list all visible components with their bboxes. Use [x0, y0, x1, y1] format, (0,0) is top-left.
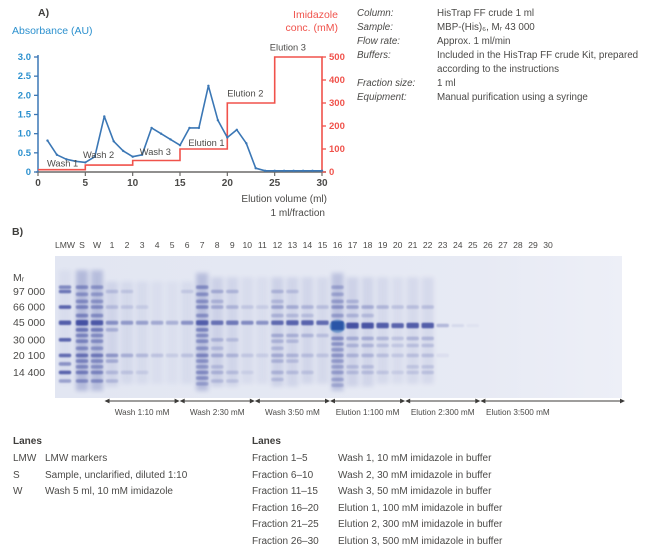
- absorbance-point: [56, 154, 58, 156]
- legend-header: Lanes: [252, 436, 281, 447]
- fraction-bracket: [405, 399, 480, 417]
- gel-lane: [59, 270, 71, 384]
- legend-desc: Wash 1, 10 mM imidazole in buffer: [338, 453, 492, 464]
- chart-annotation: Wash 2: [83, 149, 115, 160]
- left-tick-label: 3.0: [17, 52, 31, 63]
- lane-label: 1: [109, 240, 115, 250]
- mr-tick-label: 66 000: [13, 301, 46, 314]
- panel-a-label: A): [38, 7, 50, 19]
- gel-lane: [211, 277, 223, 386]
- x-tick-label: 20: [221, 178, 233, 189]
- info-label: Column:: [357, 8, 394, 19]
- absorbance-point: [283, 170, 285, 172]
- lane-label: 23: [437, 240, 448, 250]
- gel-lane: [166, 282, 178, 384]
- gel-lane: [106, 282, 118, 387]
- right-tick-label: 400: [329, 75, 345, 86]
- gel-lane: [316, 277, 328, 384]
- bracket-label: Wash 3:50 mM: [265, 408, 320, 417]
- absorbance-point: [150, 127, 152, 129]
- mr-tick-label: 30 000: [13, 334, 46, 347]
- gel-lane: [330, 273, 346, 391]
- info-value: MBP-(His)₆, Mᵣ 43 000: [437, 22, 535, 33]
- fraction-bracket: [330, 399, 405, 417]
- left-tick-label: 1.0: [17, 128, 31, 140]
- right-tick-label: 500: [329, 52, 345, 63]
- left-tick-label: 1.5: [17, 109, 31, 121]
- lane-label: 4: [154, 240, 160, 250]
- gel-lane: [301, 277, 313, 384]
- gel-lane: [407, 277, 419, 384]
- legend-key: S: [13, 469, 20, 481]
- lane-label: 10: [242, 240, 253, 250]
- legend-key: W: [13, 486, 23, 497]
- lane-label: 21: [407, 240, 418, 250]
- legend-desc: Elution 3, 500 mM imidazole in buffer: [338, 535, 503, 547]
- absorbance-point: [207, 85, 209, 87]
- legend-key: Fraction 11–15: [252, 486, 318, 497]
- chart-annotation: Elution 2: [227, 88, 264, 99]
- absorbance-point: [292, 170, 294, 172]
- absorbance-point: [311, 170, 313, 172]
- right-tick-label: 300: [329, 98, 345, 109]
- legend-key: LMW: [13, 453, 37, 464]
- gel-lane: [196, 273, 208, 391]
- gel-lane: [136, 282, 148, 384]
- lane-label: 7: [199, 240, 205, 250]
- info-label: Fraction size:: [357, 78, 416, 89]
- info-value: Included in the HisTrap FF crude Kit, prepared according to the instructions: [437, 50, 639, 75]
- lane-label: 27: [498, 240, 508, 250]
- gel-lane: [467, 324, 479, 327]
- gel-lane: [271, 277, 283, 386]
- gel-lane: [452, 324, 464, 327]
- lane-label: W: [92, 240, 102, 250]
- absorbance-point: [84, 161, 86, 163]
- absorbance-point: [188, 127, 190, 129]
- chart-annotation: Wash 3: [139, 147, 171, 158]
- lane-label: 14: [302, 240, 313, 250]
- lane-label: 15: [317, 240, 328, 250]
- bracket-label: Wash 2:30 mM: [189, 408, 245, 417]
- left-tick-label: 2.0: [17, 90, 31, 102]
- x-tick-label: 15: [174, 178, 186, 189]
- legend-key: Fraction 1–5: [252, 453, 308, 464]
- run-info-table: [357, 7, 643, 105]
- x-tick-label: 5: [82, 178, 89, 189]
- chart-annotation: Elution 3: [269, 42, 306, 53]
- absorbance-point: [255, 167, 257, 169]
- x-tick-label: 0: [35, 178, 41, 189]
- right-tick-label: 100: [329, 144, 345, 155]
- fraction-bracket: [480, 399, 625, 417]
- legend-desc: Elution 1, 100 mM imidazole in buffer: [338, 502, 503, 514]
- legend-desc: LMW markers: [45, 453, 108, 464]
- absorbance-point: [103, 115, 105, 117]
- absorbance-point: [46, 139, 48, 141]
- info-value: Approx. 1 ml/min: [437, 36, 511, 47]
- absorbance-point: [198, 127, 200, 129]
- legend-desc: Wash 3, 50 mM imidazole in buffer: [338, 486, 492, 497]
- bracket-label: Wash 1:10 mM: [114, 408, 170, 417]
- info-label: Flow rate:: [357, 36, 401, 47]
- legend-fraction-key: [252, 433, 502, 550]
- absorbance-point: [236, 129, 238, 131]
- chart-annotation: Wash 1: [47, 158, 79, 169]
- chromatogram-chart: [0, 35, 347, 200]
- bracket-label: Elution 2:300 mM: [410, 408, 475, 417]
- legend-desc: Wash 2, 30 mM imidazole in buffer: [338, 469, 492, 481]
- lane-label: 17: [347, 240, 358, 250]
- lane-label: 2: [124, 240, 130, 250]
- lane-label: S: [79, 240, 85, 250]
- absorbance-axis-title: Absorbance (AU): [12, 25, 93, 37]
- gel-lane: [286, 277, 298, 386]
- lane-label: 3: [139, 240, 145, 250]
- x-tick-label: 30: [316, 178, 328, 189]
- x-tick-label: 10: [127, 178, 139, 189]
- gel-lane: [76, 270, 88, 391]
- absorbance-point: [264, 170, 266, 172]
- fraction-bracket: [255, 399, 330, 417]
- lane-label: 28: [513, 240, 523, 250]
- gel-lane: [241, 277, 253, 384]
- info-label: Equipment:: [357, 92, 407, 103]
- info-value: Manual purification using a syringe: [437, 92, 588, 103]
- right-tick-label: 200: [329, 121, 345, 132]
- absorbance-point: [179, 144, 181, 146]
- legend-key: Fraction 6–10: [252, 469, 314, 481]
- gel-lane: [91, 270, 103, 391]
- legend-desc: Sample, unclarified, diluted 1:10: [45, 469, 188, 481]
- right-tick-label: 0: [329, 167, 335, 178]
- lane-label: 18: [362, 240, 373, 250]
- absorbance-point: [274, 170, 276, 172]
- left-tick-label: 0.5: [17, 147, 31, 159]
- gel-lane: [391, 277, 403, 384]
- bracket-label: Elution 3:500 mM: [486, 408, 550, 417]
- absorbance-point: [226, 136, 228, 138]
- x-tick-label: 25: [269, 178, 281, 189]
- absorbance-point: [113, 140, 115, 142]
- info-value: 1 ml: [437, 78, 456, 89]
- fraction-bracket: [105, 399, 180, 417]
- imidazole-axis-title-line1: Imidazole: [293, 9, 338, 21]
- lane-label: 30: [543, 240, 553, 250]
- x-axis-title: Elution volume (ml): [241, 194, 327, 205]
- left-tick-label: 2.5: [17, 71, 31, 83]
- lane-label: 24: [453, 240, 463, 250]
- lane-label: 9: [229, 240, 235, 250]
- lane-label: LMW: [54, 240, 76, 250]
- lane-label: 25: [468, 240, 478, 250]
- lane-label: 13: [287, 240, 298, 250]
- absorbance-point: [160, 133, 162, 135]
- imidazole-axis-title-line2: conc. (mM): [285, 22, 338, 34]
- absorbance-point: [122, 150, 124, 152]
- info-value: HisTrap FF crude 1 ml: [437, 8, 535, 19]
- gel-image: [0, 228, 647, 428]
- lane-label: 6: [184, 240, 190, 250]
- gel-lane: [226, 277, 238, 386]
- bracket-label: Elution 1:100 mM: [335, 408, 400, 417]
- legend-lane-key: [13, 433, 187, 501]
- legend-header: Lanes: [13, 436, 42, 447]
- lane-label: 11: [257, 240, 267, 250]
- gel-lane: [181, 282, 193, 384]
- left-tick-label: 0: [25, 167, 31, 178]
- imidazole-trace: [38, 57, 322, 172]
- mr-tick-label: 14 400: [13, 366, 46, 379]
- imidazole-axis-title: [286, 9, 339, 35]
- chart-annotation: Elution 1: [188, 137, 225, 148]
- gel-lane: [256, 277, 268, 384]
- mr-tick-label: 20 100: [13, 349, 46, 362]
- gel-lane: [346, 277, 358, 386]
- gel-lane: [422, 277, 434, 384]
- legend-key: Fraction 26–30: [252, 535, 319, 547]
- legend-desc: Wash 5 ml, 10 mM imidazole: [45, 486, 173, 497]
- info-label: Sample:: [357, 22, 393, 33]
- lane-label: 12: [272, 240, 283, 250]
- absorbance-point: [245, 142, 247, 144]
- gel-lane: [376, 277, 388, 384]
- mr-tick-label: 45 000: [13, 317, 46, 330]
- lane-label: 29: [528, 240, 538, 250]
- gel-lane: [151, 282, 163, 384]
- lane-label: 26: [483, 240, 493, 250]
- x-axis-subtitle: 1 ml/fraction: [270, 208, 325, 219]
- lane-label: 19: [377, 240, 388, 250]
- lane-label: 8: [214, 240, 220, 250]
- lane-label: 22: [422, 240, 433, 250]
- lane-label: 16: [332, 240, 343, 250]
- legend-desc: Elution 2, 300 mM imidazole in buffer: [338, 519, 503, 530]
- mr-tick-label: 97 000: [13, 286, 46, 298]
- absorbance-point: [169, 138, 171, 140]
- absorbance-point: [302, 170, 304, 172]
- mr-axis-title: Mᵣ: [13, 272, 25, 284]
- absorbance-point: [321, 170, 323, 172]
- info-label: Buffers:: [357, 50, 391, 61]
- gel-lane: [361, 277, 373, 386]
- legend-key: Fraction 21–25: [252, 519, 319, 530]
- absorbance-point: [217, 119, 219, 121]
- lane-label: 5: [169, 240, 175, 250]
- fraction-bracket: [180, 399, 255, 417]
- panel-b-label: B): [12, 226, 24, 238]
- gel-lane: [121, 282, 133, 384]
- absorbance-point: [132, 156, 134, 158]
- legend-key: Fraction 16–20: [252, 502, 319, 514]
- lane-label: 20: [392, 240, 403, 250]
